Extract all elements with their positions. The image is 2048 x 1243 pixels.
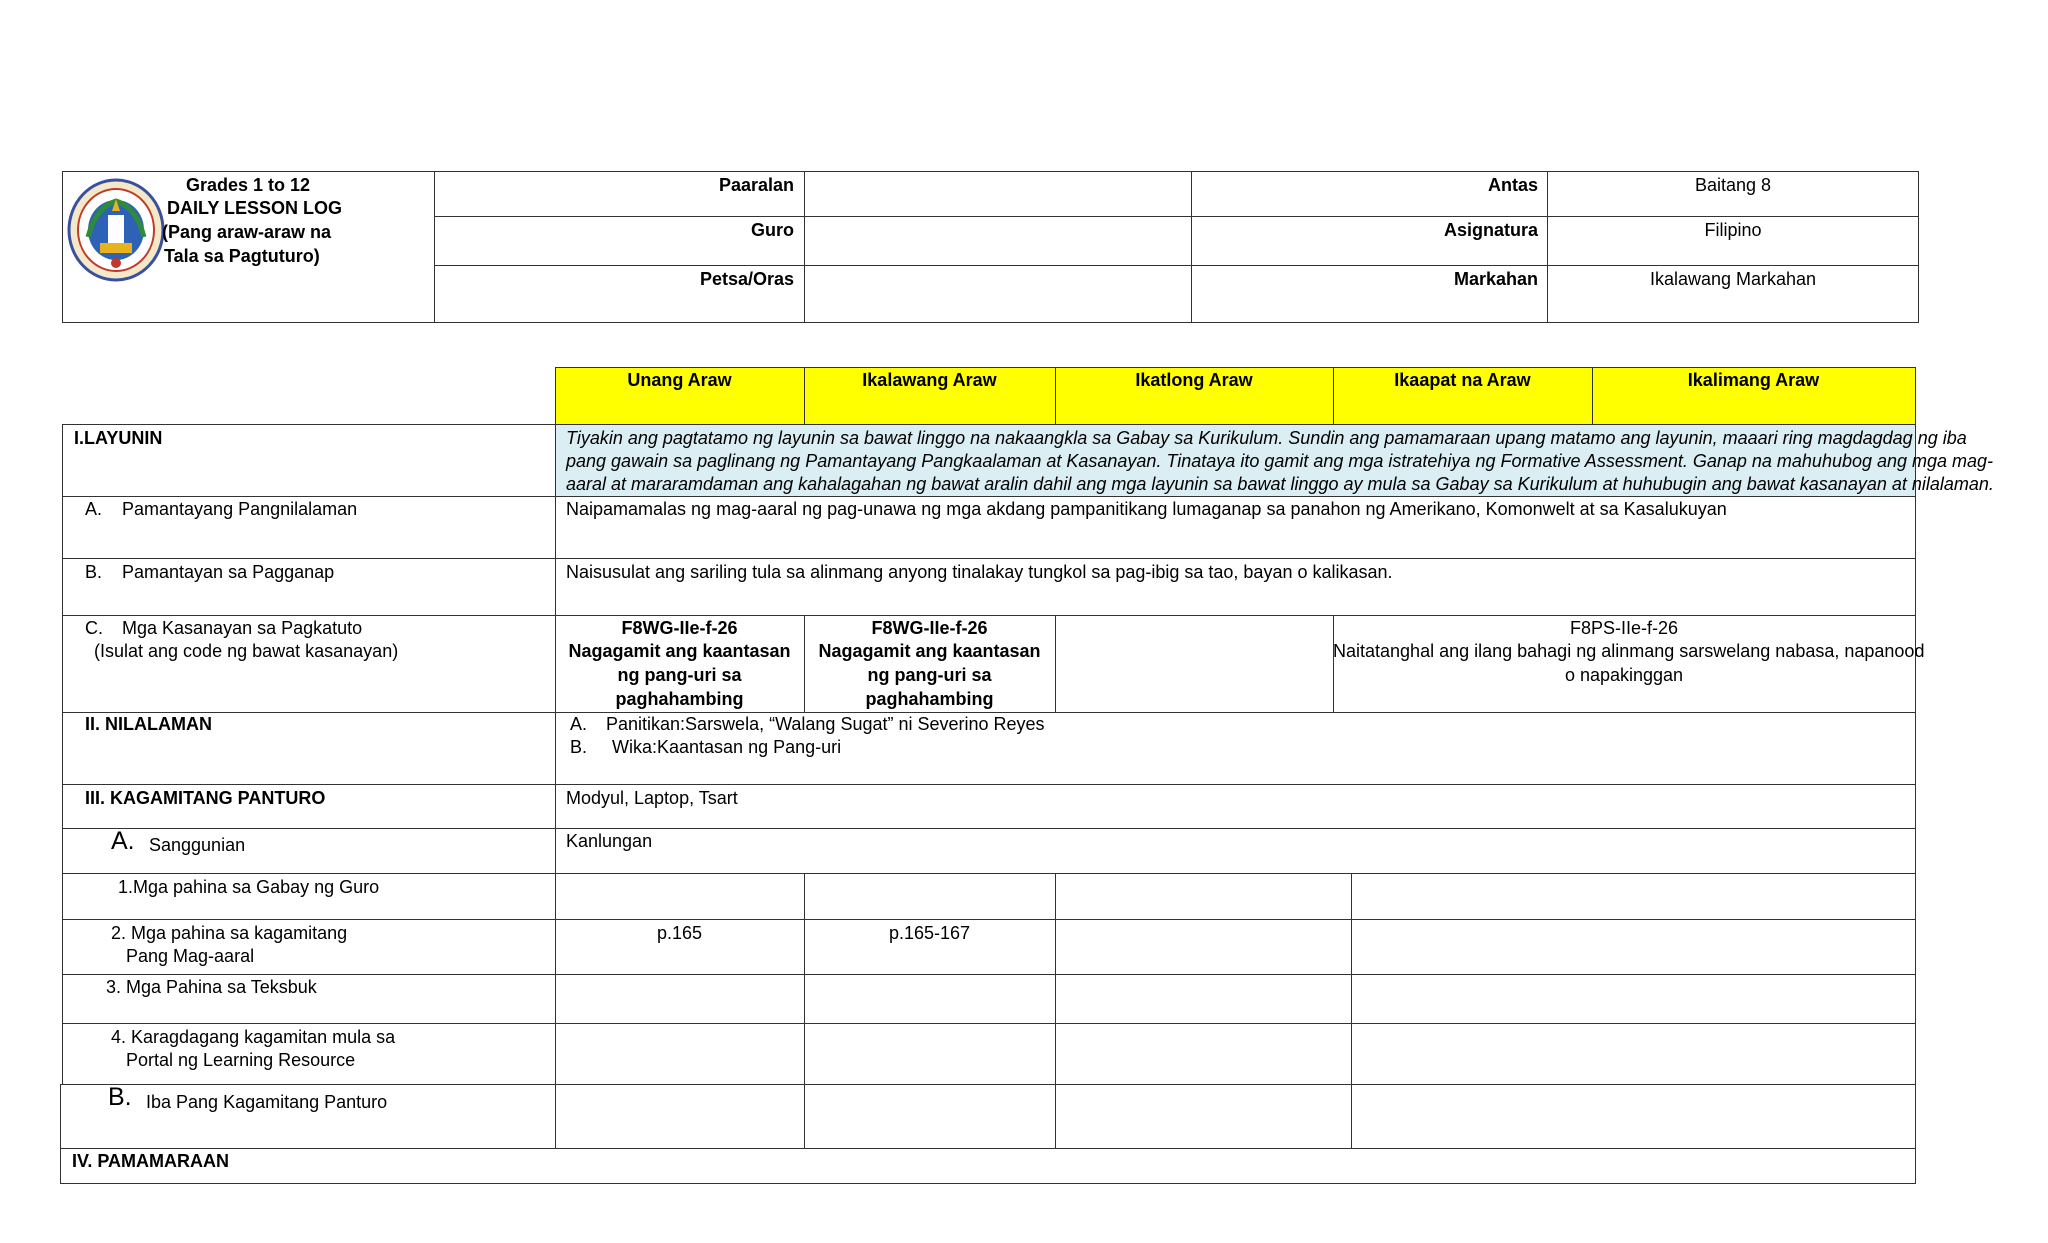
- kasanayan-day2-line-1: Nagagamit ang kaantasan: [818, 641, 1041, 661]
- pamantayang-pangnilalaman-value: Naipamamalas ng mag-aaral ng pag-unawa ng mga akdang pampanitikang lumaganap sa panahon ng Amerikano, Komonwelt at sa Kasalukuyan: [566, 499, 1727, 519]
- teksbuk-label: 3. Mga Pahina sa Teksbuk: [106, 977, 317, 997]
- kasanayan-day1-code: F8WG-IIe-f-26: [621, 618, 738, 638]
- kagamitan-label: III. KAGAMITANG PANTURO: [85, 788, 326, 808]
- subtitle-line-2: Tala sa Pagtuturo): [164, 246, 320, 266]
- pamantayang-pangnilalaman-label: Pamantayang Pangnilalaman: [122, 499, 358, 519]
- kasanayan-day1-line-2: ng pang-uri sa: [617, 665, 742, 685]
- pamantayan-pagganap-letter: B.: [85, 562, 103, 582]
- day-header-1: Unang Araw: [627, 370, 732, 390]
- karagdagan-label-1: 4. Karagdagang kagamitan mula sa: [111, 1027, 396, 1047]
- nilalaman-b-text: Wika:Kaantasan ng Pang-uri: [612, 737, 842, 757]
- sanggunian-letter: A.: [111, 827, 135, 855]
- nilalaman-a-text: Panitikan:Sarswela, “Walang Sugat” ni Severino Reyes: [606, 714, 1045, 734]
- iba-pang-label: Iba Pang Kagamitang Panturo: [146, 1092, 388, 1112]
- sanggunian-value: Kanlungan: [566, 831, 653, 851]
- kasanayan-day1-line-1: Nagagamit ang kaantasan: [568, 641, 791, 661]
- nilalaman-a-letter: A.: [570, 714, 588, 734]
- day-header-3: Ikatlong Araw: [1135, 370, 1253, 390]
- kagamitang-mag-aaral-day2: p.165-167: [888, 923, 971, 943]
- asignatura-value: Filipino: [1704, 220, 1762, 240]
- nilalaman-label: II. NILALAMAN: [85, 714, 212, 734]
- log-title: DAILY LESSON LOG: [167, 198, 343, 218]
- layunin-note-line-1: Tiyakin ang pagtatamo ng layunin sa bawat linggo na nakaangkla sa Gabay sa Kurikulum. Sundin ang pamamaraan upang matamo ang layunin, maaari ring magdagdag ng iba: [566, 428, 1967, 448]
- markahan-value: Ikalawang Markahan: [1649, 269, 1817, 289]
- day-header-4: Ikaapat na Araw: [1394, 370, 1531, 390]
- markahan-label: Markahan: [1453, 269, 1538, 289]
- kasanayan-day2-line-2: ng pang-uri sa: [867, 665, 992, 685]
- kagamitan-value: Modyul, Laptop, Tsart: [566, 788, 738, 808]
- petsa-label: Petsa/Oras: [699, 269, 794, 289]
- kasanayan-day2-code: F8WG-IIe-f-26: [871, 618, 988, 638]
- kasanayan-day45-code: F8PS-IIe-f-26: [1569, 618, 1679, 638]
- pamantayang-pangnilalaman-letter: A.: [85, 499, 103, 519]
- antas-value: Baitang 8: [1694, 175, 1772, 195]
- nilalaman-b-letter: B.: [570, 737, 588, 757]
- kasanayan-sublabel: (Isulat ang code ng bawat kasanayan): [94, 641, 399, 661]
- antas-label: Antas: [1487, 175, 1538, 195]
- subtitle-line-1: (Pang araw-araw na: [162, 222, 332, 242]
- grades-label: Grades 1 to 12: [186, 175, 311, 195]
- pamantayan-pagganap-value: Naisusulat ang sariling tula sa alinmang anyong tinalakay tungkol sa pag-ibig sa tao, bayan o kalikasan.: [566, 562, 1393, 582]
- karagdagan-label-2: Portal ng Learning Resource: [126, 1050, 356, 1070]
- day-header-2: Ikalawang Araw: [862, 370, 997, 390]
- paaralan-label: Paaralan: [718, 175, 794, 195]
- kagamitang-mag-aaral-day1: p.165: [656, 923, 703, 943]
- layunin-note-line-3: aaral at mararamdaman ang kahalagahan ng bawat aralin dahil ang mga layunin sa bawat linggo ay mula sa Gabay sa Kurikulum at huhubugin ang bawat kasanayan at nilalaman.: [566, 474, 1994, 494]
- kasanayan-label: Mga Kasanayan sa Pagkatuto: [122, 618, 363, 638]
- iba-pang-letter: B.: [108, 1083, 132, 1111]
- kagamitang-mag-aaral-label-1: 2. Mga pahina sa kagamitang: [111, 923, 348, 943]
- kasanayan-letter: C.: [85, 618, 103, 638]
- gabay-guro-label: 1.Mga pahina sa Gabay ng Guro: [118, 877, 380, 897]
- pamamaraan-label: IV. PAMAMARAAN: [72, 1151, 230, 1171]
- asignatura-label: Asignatura: [1443, 220, 1538, 240]
- kasanayan-day45-line-2: o napakinggan: [1564, 665, 1684, 685]
- layunin-label: I.LAYUNIN: [74, 428, 163, 448]
- sanggunian-label: Sanggunian: [149, 835, 246, 855]
- pamantayan-pagganap-label: Pamantayan sa Pagganap: [122, 562, 335, 582]
- kasanayan-day45-line-1: Naitatanghal ang ilang bahagi ng alinmang sarswelang nabasa, napanood: [1333, 641, 1925, 661]
- kagamitang-mag-aaral-label-2: Pang Mag-aaral: [126, 946, 255, 966]
- guro-label: Guro: [751, 220, 794, 240]
- deped-seal-icon: [66, 177, 166, 283]
- layunin-note-line-2: pang gawain sa paglinang ng Pamantayang Pangkaalaman at Kasanayan. Tinataya ito gamit ang mga istratehiya ng Formative Assessment. Ganap na mahuhubog ang mga mag-: [566, 451, 1994, 471]
- kasanayan-day2-line-3: paghahambing: [865, 689, 994, 709]
- kasanayan-day1-line-3: paghahambing: [615, 689, 744, 709]
- day-header-5: Ikalimang Araw: [1687, 370, 1820, 390]
